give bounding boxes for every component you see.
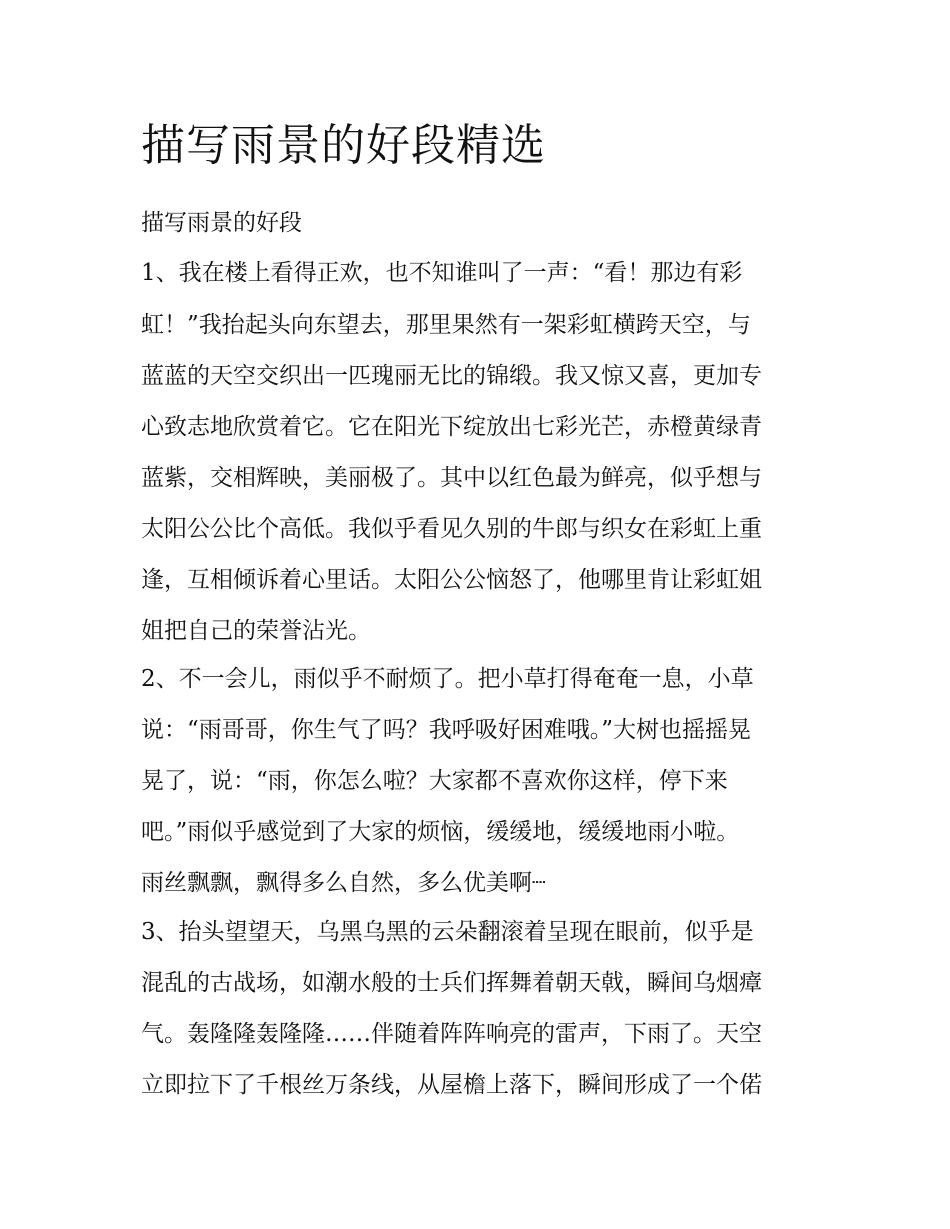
- document-subtitle: 描写雨景的好段: [141, 210, 302, 236]
- paragraph-3-line-2: 混乱的古战场，如潮水般的士兵们挥舞着朝天戟，瞬间乌烟瘴: [141, 970, 762, 996]
- paragraph-1-line-5: 蓝紫，交相辉映，美丽极了。其中以红色最为鲜亮，似乎想与: [141, 465, 762, 491]
- paragraph-2-line-4: 吧。”雨似乎感觉到了大家的烦恼，缓缓地，缓缓地雨小啦。: [141, 819, 740, 845]
- paragraph-1-line-3: 蓝蓝的天空交织出一匹瑰丽无比的锦缎。我又惊又喜，更加专: [141, 363, 762, 389]
- paragraph-3-line-3: 气。轰隆隆轰隆隆……伴随着阵阵响亮的雷声，下雨了。天空: [141, 1021, 762, 1047]
- paragraph-1-line-1: 1、我在楼上看得正欢，也不知谁叫了一声：“看！那边有彩: [141, 260, 743, 286]
- paragraph-3-line-1: 3、抬头望望天，乌黑乌黑的云朵翻滚着呈现在眼前，似乎是: [141, 919, 754, 945]
- paragraph-2-line-3: 晃了，说：“雨，你怎么啦？大家都不喜欢你这样，停下来: [141, 768, 728, 794]
- paragraph-1-line-8: 姐把自己的荣誉沾光。: [141, 618, 371, 644]
- paragraph-2-line-5: 雨丝飘飘，飘得多么自然，多么优美啊┈: [141, 870, 546, 896]
- paragraph-1-line-2: 虹！”我抬起头向东望去，那里果然有一架彩虹横跨天空，与: [141, 312, 751, 338]
- paragraph-2-line-2: 说：“雨哥哥，你生气了吗？我呼吸好困难哦。”大树也摇摇晃: [141, 717, 752, 743]
- paragraph-3-line-4: 立即拉下了千根丝万条线，从屋檐上落下，瞬间形成了一个偌: [141, 1072, 762, 1098]
- document-title: 描写雨景的好段精选: [141, 120, 546, 171]
- paragraph-1-line-4: 心致志地欣赏着它。它在阳光下绽放出七彩光芒，赤橙黄绿青: [141, 414, 762, 440]
- paragraph-1-line-7: 逢，互相倾诉着心里话。太阳公公恼怒了，他哪里肯让彩虹姐: [141, 567, 762, 593]
- paragraph-1-line-6: 太阳公公比个高低。我似乎看见久别的牛郎与织女在彩虹上重: [141, 516, 762, 542]
- paragraph-2-line-1: 2、不一会儿，雨似乎不耐烦了。把小草打得奄奄一息，小草: [141, 666, 754, 692]
